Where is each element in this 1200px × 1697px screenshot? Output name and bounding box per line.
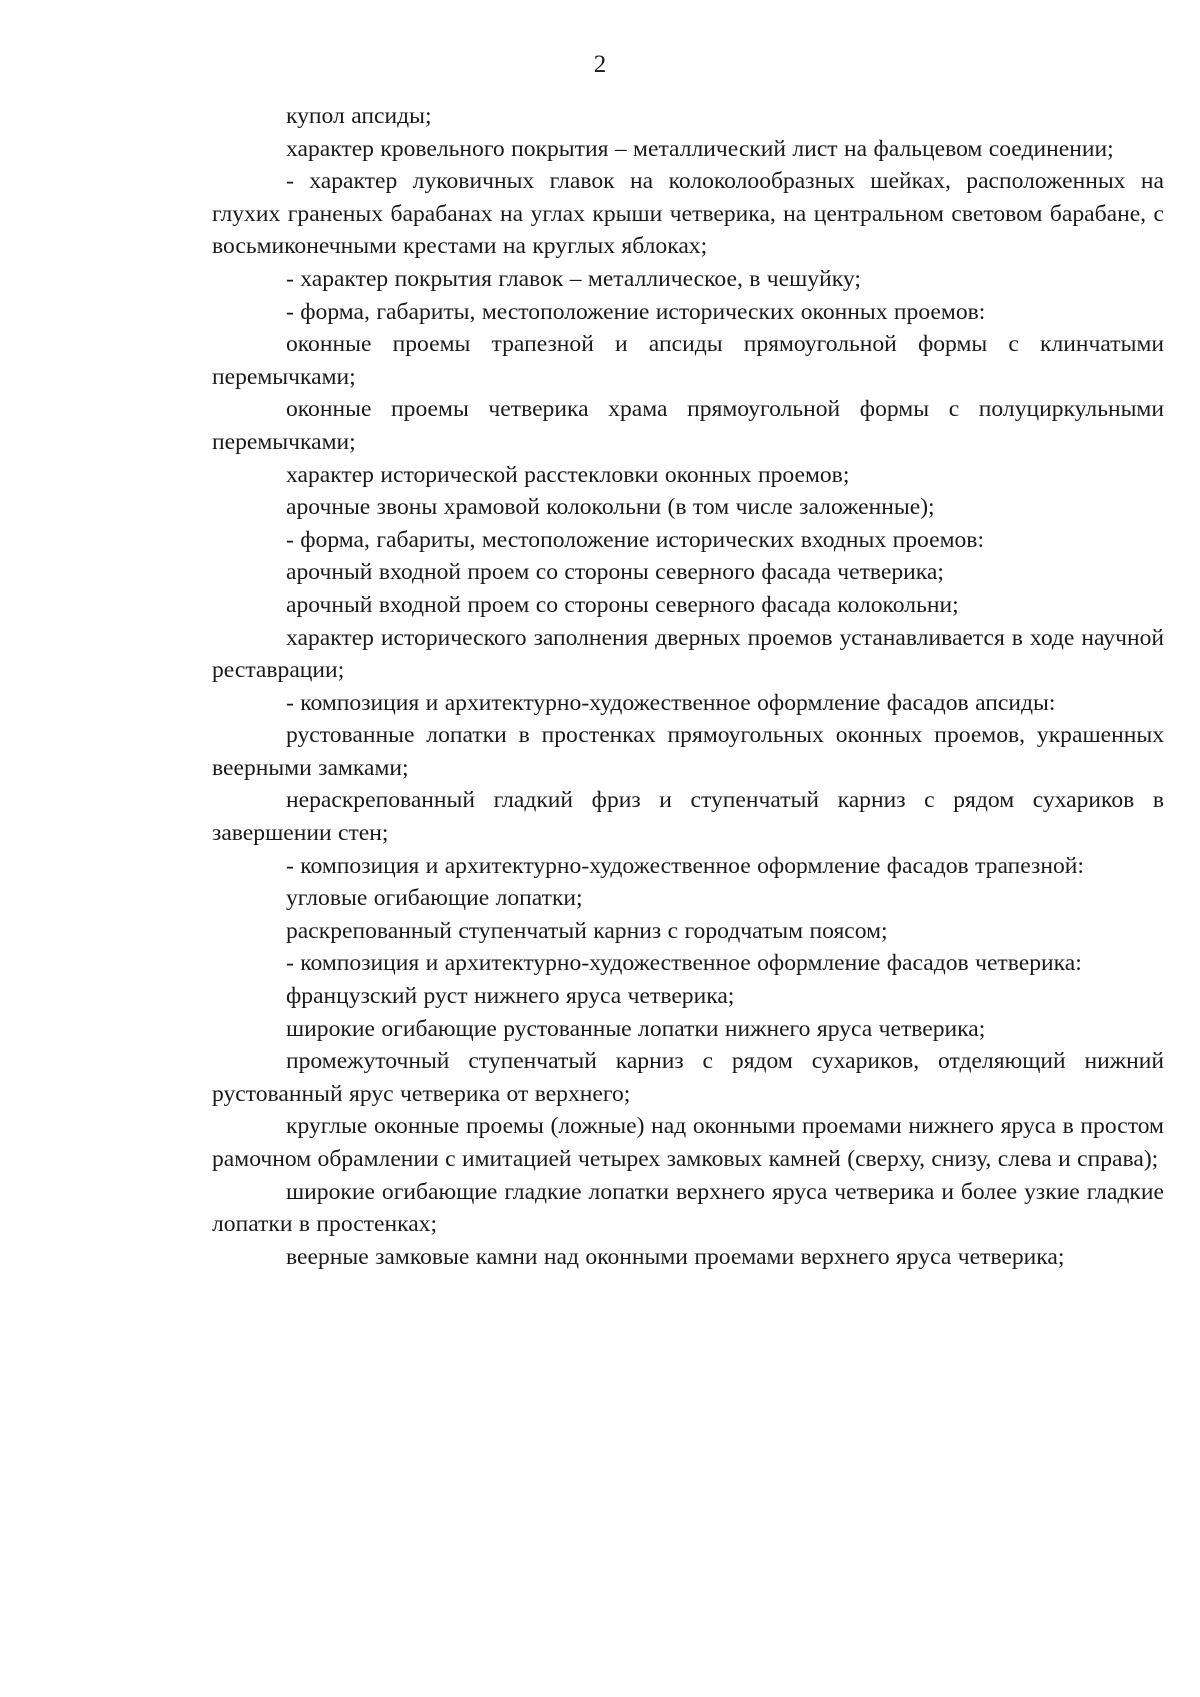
document-body	[212, 100, 1164, 1273]
paragraph: - композиция и архитектурно-художественное оформление фасадов трапезной:	[286, 852, 1084, 879]
paragraph: нераскрепованный гладкий фриз и ступенчатый карниз с рядом сухариков в завершении стен;	[212, 787, 1164, 847]
page-number: 2	[593, 51, 607, 78]
paragraph: широкие огибающие рустованные лопатки нижнего яруса четверика;	[286, 1015, 986, 1042]
paragraph: широкие огибающие гладкие лопатки верхнего яруса четверика и более узкие гладкие лопатки в простенках;	[212, 1178, 1164, 1238]
paragraph: - характер покрытия главок – металлическое, в чешуйку;	[286, 265, 861, 292]
paragraph: - композиция и архитектурно-художественное оформление фасадов апсиды:	[286, 689, 1056, 716]
paragraph: арочный входной проем со стороны северного фасада четверика;	[286, 559, 944, 586]
paragraph: - характер луковичных главок на колоколообразных шейках, расположенных на глухих граненых барабанах на углах крыши четверика, на центральном световом барабане, с восьмиконечными крестами на круглых яблоках;	[212, 168, 1164, 260]
paragraph: веерные замковые камни над оконными проемами верхнего яруса четверика;	[286, 1243, 1065, 1270]
paragraph: - композиция и архитектурно-художественное оформление фасадов четверика:	[286, 950, 1082, 977]
paragraph: - форма, габариты, местоположение исторических входных проемов:	[286, 526, 985, 553]
paragraph: характер исторического заполнения дверных проемов устанавливается в ходе научной реставрации;	[212, 624, 1164, 684]
paragraph: - форма, габариты, местоположение исторических оконных проемов:	[286, 298, 986, 325]
paragraph: раскрепованный ступенчатый карниз с городчатым поясом;	[286, 917, 888, 944]
paragraph: купол апсиды;	[286, 103, 432, 129]
paragraph: круглые оконные проемы (ложные) над оконными проемами нижнего яруса в простом рамочном обрамлении с имитацией четырех замковых камней (сверху, снизу, слева и справа);	[212, 1113, 1164, 1172]
paragraph: угловые огибающие лопатки;	[286, 885, 583, 912]
paragraph: арочные звоны храмовой колокольни (в том числе заложенные);	[286, 494, 935, 521]
paragraph: характер кровельного покрытия – металлический лист на фальцевом соединении;	[286, 135, 1114, 162]
paragraph: характер исторической расстекловки оконных проемов;	[286, 461, 850, 488]
paragraph: французский руст нижнего яруса четверика;	[286, 983, 735, 1010]
paragraph: промежуточный ступенчатый карниз с рядом сухариков, отделяющий нижний рустованный ярус четверика от верхнего;	[212, 1048, 1164, 1107]
paragraph: арочный входной проем со стороны северного фасада колокольни;	[286, 591, 959, 618]
paragraph: рустованные лопатки в простенках прямоугольных оконных проемов, украшенных веерными замками;	[212, 722, 1164, 781]
paragraph: оконные проемы четверика храма прямоугольной формы с полуциркульными перемычками;	[212, 396, 1164, 455]
paragraph: оконные проемы трапезной и апсиды прямоугольной формы с клинчатыми перемычками;	[212, 331, 1164, 390]
